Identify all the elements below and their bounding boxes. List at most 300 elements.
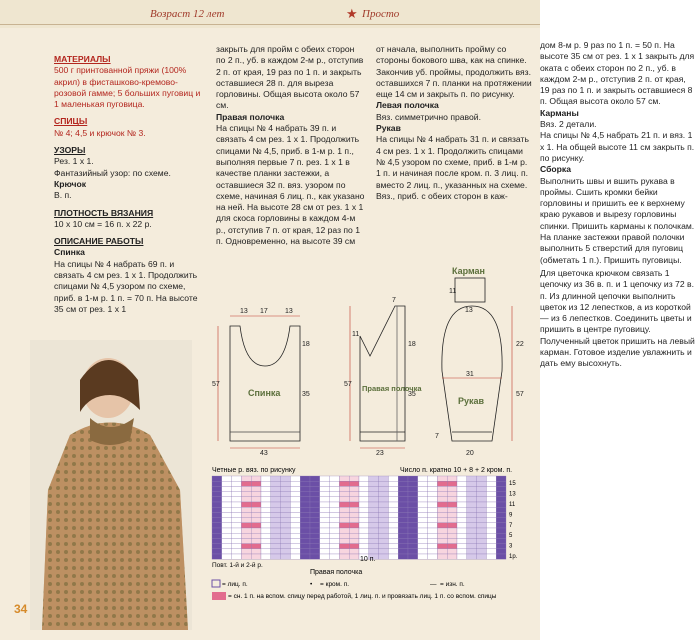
chart-cell xyxy=(339,481,349,486)
chart-cell xyxy=(477,507,487,512)
chart-cell xyxy=(232,492,242,497)
chart-cell xyxy=(290,481,300,486)
chart-cell xyxy=(437,502,447,507)
chart-cell xyxy=(300,538,310,543)
chart-cell xyxy=(261,523,271,528)
chart-cell xyxy=(437,486,447,491)
chart-cell xyxy=(261,492,271,497)
chart-cell xyxy=(447,512,457,517)
chart-cell xyxy=(369,549,379,554)
column-2 xyxy=(216,44,366,247)
chart-cell xyxy=(261,476,271,481)
chart-cell xyxy=(379,518,389,523)
chart-cell xyxy=(271,549,281,554)
chart-cell xyxy=(408,554,418,559)
chart-cell xyxy=(222,549,232,554)
chart-cell xyxy=(437,497,447,502)
chart-cell xyxy=(437,481,447,486)
chart-cell xyxy=(486,486,496,491)
chart-cell xyxy=(281,502,291,507)
chart-cell xyxy=(251,544,261,549)
chart-cell xyxy=(496,523,506,528)
chart-cell xyxy=(232,518,242,523)
difficulty-label: Просто xyxy=(362,8,400,20)
needles-text: № 4; 4,5 и крючок № 3. xyxy=(54,127,146,138)
chart-cell xyxy=(447,486,457,491)
chart-cell xyxy=(222,512,232,517)
chart-cell xyxy=(339,502,349,507)
chart-cell xyxy=(447,544,457,549)
chart-cell xyxy=(447,476,457,481)
chart-cell xyxy=(271,523,281,528)
chart-cell xyxy=(388,518,398,523)
back-label: Спинка xyxy=(248,388,281,398)
chart-cell xyxy=(281,544,291,549)
dim-p13: 13 xyxy=(465,307,473,314)
chart-cell xyxy=(271,544,281,549)
chart-cell xyxy=(388,554,398,559)
chart-cell xyxy=(300,523,310,528)
dim-b35: 35 xyxy=(302,391,310,398)
chart-cell xyxy=(212,507,222,512)
chart-cell xyxy=(281,486,291,491)
chart-cell xyxy=(290,518,300,523)
chart-cell xyxy=(388,538,398,543)
chart-cell xyxy=(398,533,408,538)
chart-cell xyxy=(300,518,310,523)
chart-cell xyxy=(388,497,398,502)
chart-cell xyxy=(437,538,447,543)
chart-cell xyxy=(408,518,418,523)
chart-cell xyxy=(496,481,506,486)
assembly-text: Выполнить швы и вшить рукава в проймы. Сшить кромки бейки горловины и пришить ее к верхнему краю рукавов и вырезу горловины спинки. Пришить карманы к полочкам. На планке застежки правой полочки выполнить 5 стверстий для пуговиц (обметать 1 п.). Пришить пуговицы. xyxy=(540,175,695,265)
chart-cell xyxy=(477,492,487,497)
chart-cell xyxy=(437,512,447,517)
chart-cell xyxy=(477,518,487,523)
pattern-schematic xyxy=(210,266,540,456)
chart-cell xyxy=(418,523,428,528)
chart-cell xyxy=(300,502,310,507)
chart-cell xyxy=(222,528,232,533)
chart-cell xyxy=(408,523,418,528)
chart-cell xyxy=(290,528,300,533)
chart-row-label: 13 xyxy=(509,491,516,498)
chart-cell xyxy=(457,507,467,512)
chart-cell xyxy=(271,486,281,491)
chart-cell xyxy=(447,549,457,554)
chart-cell xyxy=(330,497,340,502)
chart-cell xyxy=(428,523,438,528)
chart-cell xyxy=(477,549,487,554)
chart-cell xyxy=(339,538,349,543)
sleeve-text: На спицы № 4 набрать 31 п. и связать 4 см рез. 1 х 1. Продолжить спицами № 4,5 узором по схеме, приб. в 1-м р. 1 п. и начиная после кром. п. 3 лиц. п. вместо 2 лиц. п., указанных на схеме. Вяз., приб. с обеих сторон в каж- xyxy=(376,134,529,201)
chart-cell xyxy=(486,497,496,502)
chart-cell xyxy=(408,476,418,481)
chart-cell xyxy=(486,544,496,549)
chart-cell xyxy=(290,533,300,538)
chart-cell xyxy=(310,481,320,486)
chart-cell xyxy=(261,538,271,543)
chart-cell xyxy=(320,538,330,543)
chart-cell xyxy=(398,481,408,486)
dim-s7: 7 xyxy=(435,433,439,440)
chart-cell xyxy=(281,528,291,533)
chart-cell xyxy=(222,502,232,507)
chart-cell xyxy=(428,507,438,512)
chart-title-right: Число п. кратно 10 + 8 + 2 кром. п. xyxy=(400,467,513,474)
chart-cell xyxy=(241,492,251,497)
patterns-title: УЗОРЫ xyxy=(54,145,86,156)
chart-cell xyxy=(398,497,408,502)
chart-cell xyxy=(457,486,467,491)
chart-cell xyxy=(310,476,320,481)
pocket-outline xyxy=(455,278,485,302)
chart-cell xyxy=(369,518,379,523)
chart-cell xyxy=(379,523,389,528)
chart-cell xyxy=(232,507,242,512)
chart-cell xyxy=(271,492,281,497)
chart-cell xyxy=(379,492,389,497)
chart-cell xyxy=(241,518,251,523)
chart-cell xyxy=(232,497,242,502)
chart-cell xyxy=(212,538,222,543)
chart-cell xyxy=(388,523,398,528)
chart-cell xyxy=(398,507,408,512)
chart-cell xyxy=(320,497,330,502)
chart-cell xyxy=(418,502,428,507)
chart-cell xyxy=(359,481,369,486)
chart-cell xyxy=(486,533,496,538)
chart-cell xyxy=(300,544,310,549)
chart-cell xyxy=(222,544,232,549)
chart-cell xyxy=(418,507,428,512)
chart-cell xyxy=(496,512,506,517)
chart-cell xyxy=(398,544,408,549)
chart-cell xyxy=(388,544,398,549)
chart-cell xyxy=(359,538,369,543)
chart-cell xyxy=(437,523,447,528)
chart-cell xyxy=(212,544,222,549)
chart-cell xyxy=(251,533,261,538)
chart-cell xyxy=(388,502,398,507)
chart-cell xyxy=(457,502,467,507)
chart-cell xyxy=(447,497,457,502)
chart-cell xyxy=(418,544,428,549)
chart-cell xyxy=(447,492,457,497)
legend-purl: = изн. п. xyxy=(440,581,465,588)
chart-cell xyxy=(222,507,232,512)
chart-cell xyxy=(349,476,359,481)
chart-cell xyxy=(418,512,428,517)
chart-cell xyxy=(447,481,457,486)
pattern-rib: Рез. 1 х 1. xyxy=(54,156,94,167)
chart-cell xyxy=(369,497,379,502)
chart-cell xyxy=(467,533,477,538)
chart-cell xyxy=(349,523,359,528)
chart-cell xyxy=(477,486,487,491)
chart-cell xyxy=(330,533,340,538)
chart-cell xyxy=(457,492,467,497)
chart-cell xyxy=(388,486,398,491)
chart-cell xyxy=(349,481,359,486)
chart-cell xyxy=(232,523,242,528)
chart-cell xyxy=(320,486,330,491)
chart-cell xyxy=(300,481,310,486)
chart-cell xyxy=(281,549,291,554)
chart-cell xyxy=(232,476,242,481)
chart-cell xyxy=(251,523,261,528)
chart-cell xyxy=(398,528,408,533)
chart-cell xyxy=(310,492,320,497)
chart-cell xyxy=(212,523,222,528)
chart-cell xyxy=(232,512,242,517)
chart-cell xyxy=(300,533,310,538)
chart-cell xyxy=(241,507,251,512)
chart-cell xyxy=(496,507,506,512)
dim-f57: 57 xyxy=(344,381,352,388)
chart-cell xyxy=(251,492,261,497)
chart-cell xyxy=(359,492,369,497)
chart-cell xyxy=(457,544,467,549)
chart-cell xyxy=(428,481,438,486)
chart-cell xyxy=(241,549,251,554)
chart-cell xyxy=(212,486,222,491)
legend-edge: = кром. п. xyxy=(320,581,350,588)
pockets-text-2: На спицы № 4,5 набрать 21 п. и вяз. 1 х 1. На общей высоте 11 см закрыть п. по рисунку. xyxy=(540,130,695,163)
chart-cell xyxy=(290,486,300,491)
chart-cell xyxy=(290,554,300,559)
chart-cell xyxy=(339,492,349,497)
chart-cell xyxy=(320,481,330,486)
dim-f11: 11 xyxy=(352,331,360,338)
chart-cell xyxy=(251,512,261,517)
chart-cell xyxy=(271,554,281,559)
chart-cell xyxy=(349,497,359,502)
chart-cell xyxy=(339,507,349,512)
chart-cell xyxy=(271,481,281,486)
chart-cell xyxy=(457,476,467,481)
chart-cell xyxy=(212,512,222,517)
chart-cell xyxy=(447,502,457,507)
chart-cell xyxy=(369,528,379,533)
chart-cell xyxy=(232,544,242,549)
chart-cell xyxy=(212,497,222,502)
chart-cell xyxy=(369,544,379,549)
chart-cell xyxy=(379,476,389,481)
chart-cell xyxy=(467,554,477,559)
chart-cell xyxy=(467,507,477,512)
chart-cell xyxy=(222,481,232,486)
chart-cell xyxy=(418,554,428,559)
chart-cell xyxy=(261,512,271,517)
chart-cell xyxy=(310,528,320,533)
chart-cell xyxy=(369,492,379,497)
chart-cell xyxy=(310,507,320,512)
chart-cell xyxy=(388,533,398,538)
chart-cell xyxy=(241,481,251,486)
chart-cell xyxy=(437,518,447,523)
chart-cell xyxy=(496,544,506,549)
chart-cell xyxy=(359,497,369,502)
age-label: Возраст 12 лет xyxy=(150,8,225,20)
gauge-title: ПЛОТНОСТЬ ВЯЗАНИЯ xyxy=(54,207,154,218)
pattern-sc: В. п. xyxy=(54,190,72,201)
legend-symbol-edge: • xyxy=(310,581,313,588)
chart-cell xyxy=(349,512,359,517)
chart-cell xyxy=(330,492,340,497)
chart-cell xyxy=(379,507,389,512)
chart-cell xyxy=(477,528,487,533)
chart-cell xyxy=(369,476,379,481)
chart-cell xyxy=(349,528,359,533)
chart-cell xyxy=(428,492,438,497)
chart-cell xyxy=(339,518,349,523)
chart-cell xyxy=(369,523,379,528)
chart-cell xyxy=(281,492,291,497)
chart-cell xyxy=(408,533,418,538)
chart-cell xyxy=(271,502,281,507)
chart-cell xyxy=(418,518,428,523)
chart-cell xyxy=(251,518,261,523)
chart-cell xyxy=(428,497,438,502)
front-outline xyxy=(360,306,405,441)
legend-symbol-cross xyxy=(212,592,226,600)
chart-cell xyxy=(281,554,291,559)
knitting-chart xyxy=(210,462,535,617)
chart-cell xyxy=(398,486,408,491)
chart-cell xyxy=(212,554,222,559)
chart-cell xyxy=(467,523,477,528)
chart-cell xyxy=(398,523,408,528)
chart-cell xyxy=(447,533,457,538)
chart-cell xyxy=(467,544,477,549)
materials-text: 500 г принтованной пряжи (100% акрил) в фисташково-кремово-розовой гамме; 5 больших пуговиц и 1 маленькая пуговица. xyxy=(54,65,201,110)
chart-cell xyxy=(251,476,261,481)
chart-cell xyxy=(232,486,242,491)
chart-cell xyxy=(359,486,369,491)
chart-cell xyxy=(330,486,340,491)
star-icon: ★ xyxy=(346,6,358,21)
chart-cell xyxy=(339,512,349,517)
chart-cell xyxy=(310,486,320,491)
chart-cell xyxy=(379,528,389,533)
chart-cell xyxy=(379,533,389,538)
chart-cell xyxy=(339,497,349,502)
pockets-title: Карманы xyxy=(540,107,579,118)
chart-cell xyxy=(281,507,291,512)
chart-cell xyxy=(388,528,398,533)
chart-row-label: 7 xyxy=(509,522,513,529)
front-label: Правая полочка xyxy=(362,384,422,393)
legend-knit: = лиц. п. xyxy=(222,581,248,588)
chart-cell xyxy=(496,476,506,481)
chart-cell xyxy=(300,528,310,533)
chart-cell xyxy=(290,497,300,502)
chart-cell xyxy=(330,528,340,533)
chart-cell xyxy=(379,502,389,507)
dim-p11: 11 xyxy=(449,288,457,295)
chart-row-label: 5 xyxy=(509,533,513,540)
chart-cell xyxy=(457,528,467,533)
chart-cell xyxy=(467,549,477,554)
chart-cell xyxy=(320,492,330,497)
chart-cell xyxy=(408,481,418,486)
chart-cell xyxy=(379,481,389,486)
chart-cell xyxy=(457,549,467,554)
chart-cell xyxy=(467,518,477,523)
dim-b43: 43 xyxy=(260,450,268,456)
chart-cell xyxy=(241,502,251,507)
chart-cell xyxy=(339,554,349,559)
dim-f23: 23 xyxy=(376,450,384,456)
left-front-title: Левая полочка xyxy=(376,100,439,111)
chart-cell xyxy=(339,528,349,533)
chart-row-label: 1р. xyxy=(509,554,518,560)
back-text: На спицы № 4 набрать 69 п. и связать 4 см рез. 1 х 1. Продолжить спицами № 4,5 узором по схеме, приб. в 1-м р. 1 п. = 70 п. На высоте 35 см от рез. 1 х 1 xyxy=(54,258,198,314)
chart-cell xyxy=(271,497,281,502)
chart-cell xyxy=(428,538,438,543)
assembly-title: Сборка xyxy=(540,164,571,175)
chart-cell xyxy=(290,523,300,528)
chart-cell xyxy=(428,544,438,549)
chart-cell xyxy=(447,507,457,512)
chart-cell xyxy=(496,538,506,543)
column-3 xyxy=(376,44,532,202)
chart-cell xyxy=(369,512,379,517)
chart-cell xyxy=(398,512,408,517)
chart-cell xyxy=(310,538,320,543)
gauge-text: 10 х 10 см = 16 п. х 22 р. xyxy=(54,218,152,229)
chart-cell xyxy=(457,523,467,528)
chart-row-label: 3 xyxy=(509,543,513,550)
chart-cell xyxy=(212,492,222,497)
chart-cell xyxy=(251,502,261,507)
dim-b18: 18 xyxy=(302,341,310,348)
chart-cell xyxy=(447,518,457,523)
chart-cell xyxy=(251,554,261,559)
dim-b13b: 13 xyxy=(285,308,293,315)
chart-cell xyxy=(398,476,408,481)
legend-symbol-purl: — xyxy=(430,581,437,588)
chart-cell xyxy=(281,476,291,481)
chart-cell xyxy=(359,518,369,523)
chart-cell xyxy=(428,549,438,554)
chart-cell xyxy=(349,492,359,497)
chart-cell xyxy=(261,518,271,523)
chart-cell xyxy=(359,512,369,517)
chart-cell xyxy=(349,507,359,512)
chart-cell xyxy=(290,476,300,481)
chart-cell xyxy=(290,492,300,497)
chart-bottom-left: Повт. 1-й и 2-й р. xyxy=(212,562,263,569)
chart-cell xyxy=(418,549,428,554)
dim-f18: 18 xyxy=(408,341,416,348)
chart-cell xyxy=(281,538,291,543)
chart-cell xyxy=(467,528,477,533)
chart-cell xyxy=(467,497,477,502)
chart-cell xyxy=(300,492,310,497)
chart-cell xyxy=(496,549,506,554)
chart-title-left: Четные р. вяз. по рисунку xyxy=(212,467,296,474)
chart-cell xyxy=(359,528,369,533)
chart-cell xyxy=(477,544,487,549)
chart-cell xyxy=(388,476,398,481)
chart-cell xyxy=(232,481,242,486)
chart-cell xyxy=(388,507,398,512)
chart-cell xyxy=(486,518,496,523)
chart-cell xyxy=(467,476,477,481)
chart-cell xyxy=(320,518,330,523)
